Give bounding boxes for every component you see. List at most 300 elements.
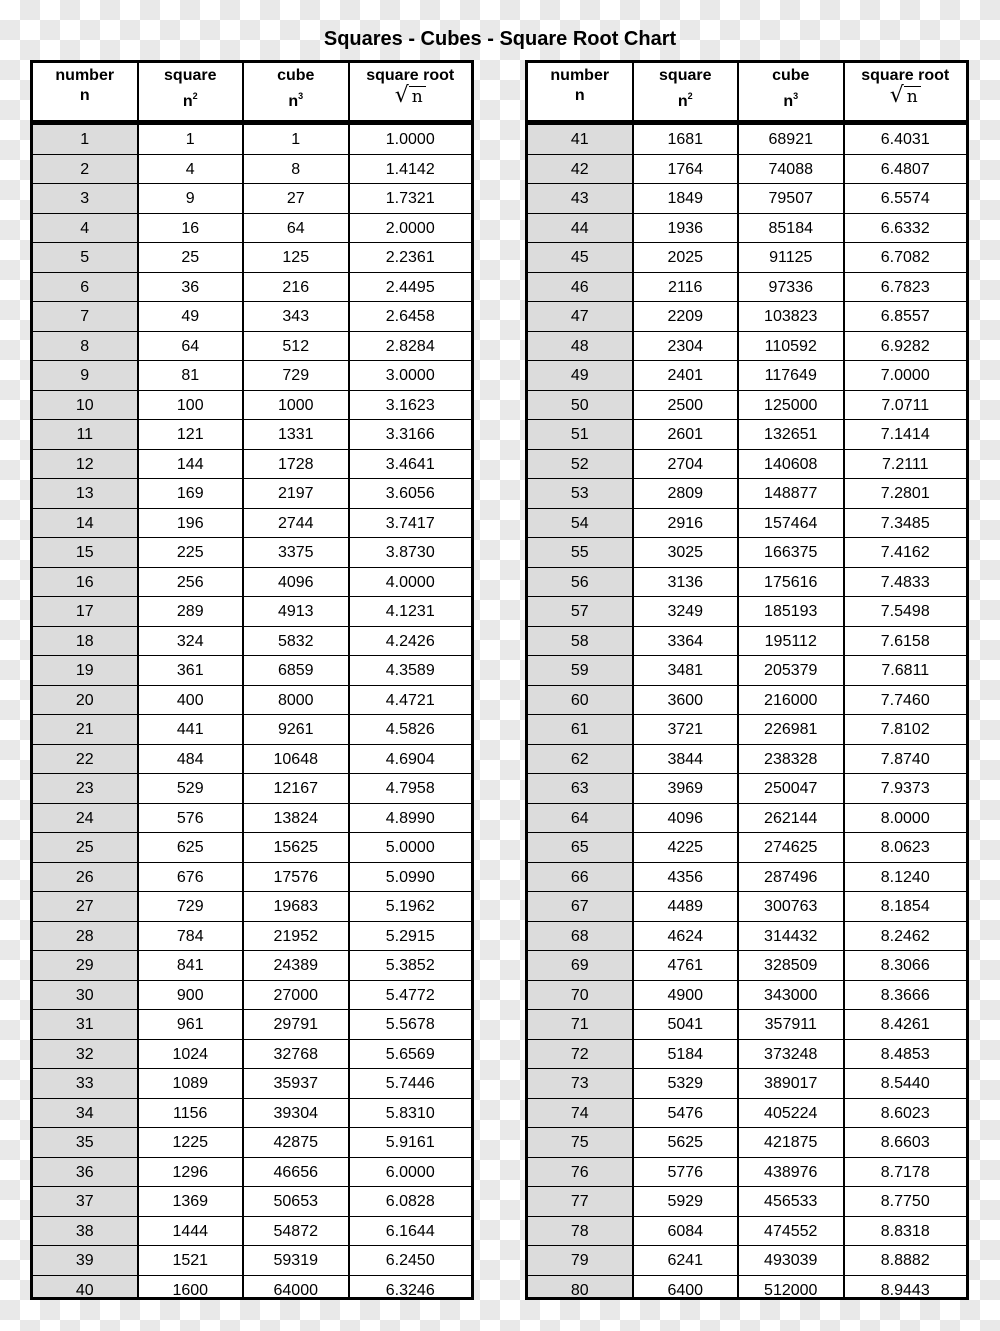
- table-row: [528, 332, 966, 362]
- table-right: [525, 60, 969, 1300]
- cell-square: 2916: [634, 509, 740, 538]
- cell-square: 2209: [634, 302, 740, 331]
- cell-square: 36: [139, 273, 245, 302]
- cell-square: 2401: [634, 361, 740, 390]
- cell-square: 2809: [634, 479, 740, 508]
- cell-cube: 64: [244, 214, 350, 243]
- cell-square: 121: [139, 420, 245, 449]
- cell-cube: 125: [244, 243, 350, 272]
- cell-number: 2: [33, 155, 139, 184]
- cell-number: 56: [528, 568, 634, 597]
- table-row: [33, 1040, 471, 1070]
- table-row: [33, 1099, 471, 1129]
- cell-cube: 5832: [244, 627, 350, 656]
- table-row: [528, 450, 966, 480]
- cell-number: 44: [528, 214, 634, 243]
- table-row: [33, 332, 471, 362]
- cell-cube: 195112: [739, 627, 845, 656]
- cell-square: 5476: [634, 1099, 740, 1128]
- cell-square-root: 7.5498: [845, 597, 967, 626]
- header-number: [33, 63, 139, 120]
- header-square-root-label: square root: [366, 67, 455, 84]
- cell-square-root: 4.6904: [350, 745, 472, 774]
- cell-square: 1521: [139, 1246, 245, 1275]
- cell-cube: 216: [244, 273, 350, 302]
- cell-square-root: 4.5826: [350, 715, 472, 744]
- header-square: [634, 63, 740, 120]
- cell-number: 54: [528, 509, 634, 538]
- cell-cube: 4913: [244, 597, 350, 626]
- cell-square-root: 6.5574: [845, 184, 967, 213]
- table-row: [528, 1276, 966, 1301]
- table-row: [528, 981, 966, 1011]
- cell-cube: 216000: [739, 686, 845, 715]
- table-row: [528, 1158, 966, 1188]
- cell-square: 324: [139, 627, 245, 656]
- cell-square: 900: [139, 981, 245, 1010]
- cell-square-root: 8.6603: [845, 1128, 967, 1157]
- table-row: [528, 538, 966, 568]
- table-row: [33, 597, 471, 627]
- cell-square: 1764: [634, 155, 740, 184]
- cell-square: 3249: [634, 597, 740, 626]
- cell-cube: 32768: [244, 1040, 350, 1069]
- cell-square: 1369: [139, 1187, 245, 1216]
- cell-number: 22: [33, 745, 139, 774]
- cell-square: 1444: [139, 1217, 245, 1246]
- table-row: [528, 656, 966, 686]
- cell-cube: 13824: [244, 804, 350, 833]
- cell-cube: 314432: [739, 922, 845, 951]
- table-row: [528, 627, 966, 657]
- cell-square-root: 8.6023: [845, 1099, 967, 1128]
- cell-cube: 35937: [244, 1069, 350, 1098]
- cell-square: 2025: [634, 243, 740, 272]
- cell-cube: 17576: [244, 863, 350, 892]
- cell-cube: 373248: [739, 1040, 845, 1069]
- cell-cube: 50653: [244, 1187, 350, 1216]
- cell-number: 33: [33, 1069, 139, 1098]
- cell-cube: 140608: [739, 450, 845, 479]
- header-number-label: number: [55, 67, 115, 84]
- cell-square-root: 8.8318: [845, 1217, 967, 1246]
- cell-square-root: 5.0000: [350, 833, 472, 862]
- cell-square-root: 7.4833: [845, 568, 967, 597]
- cell-square-root: 7.3485: [845, 509, 967, 538]
- cell-square-root: 2.6458: [350, 302, 472, 331]
- cell-square: 1089: [139, 1069, 245, 1098]
- table-row: [33, 951, 471, 981]
- cell-square-root: 2.4495: [350, 273, 472, 302]
- header-square-label: square: [659, 67, 712, 84]
- table-row: [33, 1217, 471, 1247]
- cell-cube: 512000: [739, 1276, 845, 1301]
- cell-cube: 274625: [739, 833, 845, 862]
- cell-number: 43: [528, 184, 634, 213]
- cell-number: 47: [528, 302, 634, 331]
- cell-square: 4900: [634, 981, 740, 1010]
- cell-number: 34: [33, 1099, 139, 1128]
- cell-number: 14: [33, 509, 139, 538]
- cell-number: 38: [33, 1217, 139, 1246]
- cell-square-root: 7.7460: [845, 686, 967, 715]
- cell-cube: 148877: [739, 479, 845, 508]
- cell-number: 35: [33, 1128, 139, 1157]
- cell-square: 9: [139, 184, 245, 213]
- table-row: [33, 981, 471, 1011]
- header-square-symbol: $n^2$: [677, 91, 693, 110]
- cell-square: 484: [139, 745, 245, 774]
- table-row: [33, 538, 471, 568]
- cell-cube: 343: [244, 302, 350, 331]
- cell-cube: 103823: [739, 302, 845, 331]
- cell-square-root: 8.8882: [845, 1246, 967, 1275]
- cell-square: 3025: [634, 538, 740, 567]
- cell-number: 46: [528, 273, 634, 302]
- cell-cube: 39304: [244, 1099, 350, 1128]
- cell-cube: 438976: [739, 1158, 845, 1187]
- table-row: [528, 1246, 966, 1276]
- cell-cube: 12167: [244, 774, 350, 803]
- cell-square-root: 7.2801: [845, 479, 967, 508]
- cell-square-root: 6.6332: [845, 214, 967, 243]
- cell-square: 16: [139, 214, 245, 243]
- cell-cube: 117649: [739, 361, 845, 390]
- cell-square-root: 8.4853: [845, 1040, 967, 1069]
- cell-square: 3600: [634, 686, 740, 715]
- cell-square: 5776: [634, 1158, 740, 1187]
- cell-square: 2500: [634, 391, 740, 420]
- cell-square-root: 7.4162: [845, 538, 967, 567]
- cell-cube: 262144: [739, 804, 845, 833]
- table-row: [33, 745, 471, 775]
- cell-number: 60: [528, 686, 634, 715]
- cell-square-root: 6.1644: [350, 1217, 472, 1246]
- cell-square-root: 5.6569: [350, 1040, 472, 1069]
- table-row: [528, 1217, 966, 1247]
- cell-number: 16: [33, 568, 139, 597]
- table-row: [528, 184, 966, 214]
- cell-number: 66: [528, 863, 634, 892]
- cell-cube: 343000: [739, 981, 845, 1010]
- cell-square-root: 5.7446: [350, 1069, 472, 1098]
- cell-cube: 287496: [739, 863, 845, 892]
- cell-square: 3364: [634, 627, 740, 656]
- cell-number: 18: [33, 627, 139, 656]
- table-row: [528, 391, 966, 421]
- cell-number: 9: [33, 361, 139, 390]
- cell-square: 529: [139, 774, 245, 803]
- cell-square: 289: [139, 597, 245, 626]
- cell-square-root: 8.7178: [845, 1158, 967, 1187]
- cell-cube: 1: [244, 125, 350, 154]
- table-row: [33, 922, 471, 952]
- cell-number: 72: [528, 1040, 634, 1069]
- cell-number: 51: [528, 420, 634, 449]
- cell-square-root: 5.4772: [350, 981, 472, 1010]
- table-row: [528, 745, 966, 775]
- cell-square-root: 7.1414: [845, 420, 967, 449]
- cell-square-root: 6.0000: [350, 1158, 472, 1187]
- cell-number: 6: [33, 273, 139, 302]
- cell-square: 1225: [139, 1128, 245, 1157]
- cell-square-root: 3.8730: [350, 538, 472, 567]
- cell-square: 1936: [634, 214, 740, 243]
- table-row: [33, 214, 471, 244]
- cell-cube: 110592: [739, 332, 845, 361]
- cell-cube: 493039: [739, 1246, 845, 1275]
- cell-square-root: 3.6056: [350, 479, 472, 508]
- cell-number: 65: [528, 833, 634, 862]
- table-row: [33, 1276, 471, 1301]
- cell-square: 6084: [634, 1217, 740, 1246]
- cell-square-root: 5.8310: [350, 1099, 472, 1128]
- cell-cube: 59319: [244, 1246, 350, 1275]
- table-row: [33, 686, 471, 716]
- cell-cube: 15625: [244, 833, 350, 862]
- cell-square-root: 6.2450: [350, 1246, 472, 1275]
- cell-cube: 729: [244, 361, 350, 390]
- cell-cube: 185193: [739, 597, 845, 626]
- cell-number: 39: [33, 1246, 139, 1275]
- table-row: [33, 863, 471, 893]
- cell-square-root: 8.5440: [845, 1069, 967, 1098]
- cell-cube: 29791: [244, 1010, 350, 1039]
- cell-cube: 2744: [244, 509, 350, 538]
- cell-cube: 42875: [244, 1128, 350, 1157]
- cell-square-root: 5.1962: [350, 892, 472, 921]
- table-row: [528, 833, 966, 863]
- cell-square: 4489: [634, 892, 740, 921]
- cell-number: 67: [528, 892, 634, 921]
- cell-square-root: 8.0000: [845, 804, 967, 833]
- cell-cube: 68921: [739, 125, 845, 154]
- table-row: [33, 450, 471, 480]
- cell-cube: 421875: [739, 1128, 845, 1157]
- cell-square: 3844: [634, 745, 740, 774]
- cell-number: 57: [528, 597, 634, 626]
- header-square-root: [350, 63, 472, 120]
- header-number-symbol: n: [574, 87, 585, 104]
- square-root-symbol-icon: √ n: [890, 86, 921, 107]
- cell-square: 1156: [139, 1099, 245, 1128]
- cell-square-root: 7.6158: [845, 627, 967, 656]
- cell-cube: 226981: [739, 715, 845, 744]
- cell-cube: 9261: [244, 715, 350, 744]
- cell-square-root: 7.8740: [845, 745, 967, 774]
- table-row: [528, 273, 966, 303]
- cell-cube: 2197: [244, 479, 350, 508]
- cell-square-root: 7.0711: [845, 391, 967, 420]
- table-row: [528, 1128, 966, 1158]
- cell-cube: 54872: [244, 1217, 350, 1246]
- cell-cube: 328509: [739, 951, 845, 980]
- cell-square: 400: [139, 686, 245, 715]
- cell-cube: 4096: [244, 568, 350, 597]
- cell-square: 2116: [634, 273, 740, 302]
- cell-number: 61: [528, 715, 634, 744]
- header-square-label: square: [164, 67, 217, 84]
- cell-cube: 1000: [244, 391, 350, 420]
- cell-square: 5041: [634, 1010, 740, 1039]
- header-square: [139, 63, 245, 120]
- cell-square-root: 3.0000: [350, 361, 472, 390]
- cell-square-root: 2.8284: [350, 332, 472, 361]
- header-square-root-label: square root: [861, 67, 950, 84]
- cell-number: 71: [528, 1010, 634, 1039]
- table-row: [528, 804, 966, 834]
- cell-square: 3969: [634, 774, 740, 803]
- cell-square: 25: [139, 243, 245, 272]
- cell-number: 13: [33, 479, 139, 508]
- cell-square-root: 8.7750: [845, 1187, 967, 1216]
- cell-number: 69: [528, 951, 634, 980]
- cell-square: 5929: [634, 1187, 740, 1216]
- header-number-symbol: n: [79, 87, 90, 104]
- cell-square: 3136: [634, 568, 740, 597]
- cell-square-root: 2.0000: [350, 214, 472, 243]
- cell-number: 3: [33, 184, 139, 213]
- cell-cube: 512: [244, 332, 350, 361]
- table-body: [33, 125, 471, 1300]
- cell-square-root: 6.4807: [845, 155, 967, 184]
- cell-square-root: 6.8557: [845, 302, 967, 331]
- cell-number: 21: [33, 715, 139, 744]
- table-row: [528, 686, 966, 716]
- cell-cube: 74088: [739, 155, 845, 184]
- cell-square: 4: [139, 155, 245, 184]
- cell-cube: 166375: [739, 538, 845, 567]
- square-root-symbol-icon: √ n: [395, 86, 426, 107]
- table-row: [33, 568, 471, 598]
- cell-cube: 8000: [244, 686, 350, 715]
- table-row: [528, 922, 966, 952]
- cell-square-root: 4.3589: [350, 656, 472, 685]
- table-row: [33, 243, 471, 273]
- cell-square: 2601: [634, 420, 740, 449]
- cell-square-root: 3.1623: [350, 391, 472, 420]
- cell-square: 676: [139, 863, 245, 892]
- cell-square-root: 5.3852: [350, 951, 472, 980]
- table-row: [33, 1158, 471, 1188]
- header-cube-label: cube: [772, 67, 810, 84]
- cell-square: 1681: [634, 125, 740, 154]
- cell-cube: 125000: [739, 391, 845, 420]
- cell-square-root: 5.5678: [350, 1010, 472, 1039]
- table-row: [528, 1040, 966, 1070]
- header-number-label: number: [550, 67, 610, 84]
- cell-number: 48: [528, 332, 634, 361]
- table-row: [528, 155, 966, 185]
- cell-square-root: 6.0828: [350, 1187, 472, 1216]
- cell-square: 841: [139, 951, 245, 980]
- cell-number: 8: [33, 332, 139, 361]
- cell-number: 27: [33, 892, 139, 921]
- cell-number: 25: [33, 833, 139, 862]
- cell-number: 11: [33, 420, 139, 449]
- table-row: [528, 1187, 966, 1217]
- cell-square-root: 8.4261: [845, 1010, 967, 1039]
- header-cube-label: cube: [277, 67, 315, 84]
- table-body: [528, 125, 966, 1300]
- cell-square: 1024: [139, 1040, 245, 1069]
- cell-cube: 85184: [739, 214, 845, 243]
- cell-square-root: 7.8102: [845, 715, 967, 744]
- table-row: [33, 715, 471, 745]
- table-row: [528, 1099, 966, 1129]
- table-row: [33, 804, 471, 834]
- cell-square-root: 8.3066: [845, 951, 967, 980]
- table-row: [33, 1128, 471, 1158]
- cell-square-root: 8.9443: [845, 1276, 967, 1301]
- cell-number: 31: [33, 1010, 139, 1039]
- cell-cube: 8: [244, 155, 350, 184]
- table-row: [33, 509, 471, 539]
- cell-number: 10: [33, 391, 139, 420]
- cell-cube: 64000: [244, 1276, 350, 1301]
- table-header: [528, 63, 966, 125]
- table-row: [528, 568, 966, 598]
- cell-square: 4356: [634, 863, 740, 892]
- cell-square: 6400: [634, 1276, 740, 1301]
- cell-square: 2704: [634, 450, 740, 479]
- table-row: [33, 833, 471, 863]
- cell-number: 32: [33, 1040, 139, 1069]
- table-row: [33, 155, 471, 185]
- cell-number: 64: [528, 804, 634, 833]
- cell-cube: 27: [244, 184, 350, 213]
- cell-number: 20: [33, 686, 139, 715]
- cell-cube: 456533: [739, 1187, 845, 1216]
- cell-square: 169: [139, 479, 245, 508]
- table-row: [528, 951, 966, 981]
- cell-square: 576: [139, 804, 245, 833]
- cell-square-root: 4.7958: [350, 774, 472, 803]
- cell-number: 58: [528, 627, 634, 656]
- cell-number: 23: [33, 774, 139, 803]
- table-row: [528, 214, 966, 244]
- cell-cube: 300763: [739, 892, 845, 921]
- table-row: [528, 302, 966, 332]
- cell-number: 45: [528, 243, 634, 272]
- table-row: [528, 509, 966, 539]
- cell-square-root: 7.0000: [845, 361, 967, 390]
- cell-cube: 27000: [244, 981, 350, 1010]
- cell-square: 196: [139, 509, 245, 538]
- cell-number: 80: [528, 1276, 634, 1301]
- cell-square: 441: [139, 715, 245, 744]
- table-row: [528, 125, 966, 155]
- cell-square-root: 5.9161: [350, 1128, 472, 1157]
- cell-cube: 46656: [244, 1158, 350, 1187]
- cell-number: 41: [528, 125, 634, 154]
- cell-number: 19: [33, 656, 139, 685]
- cell-square: 1849: [634, 184, 740, 213]
- cell-square-root: 8.1240: [845, 863, 967, 892]
- table-row: [528, 1069, 966, 1099]
- cell-number: 77: [528, 1187, 634, 1216]
- table-row: [528, 361, 966, 391]
- cell-number: 17: [33, 597, 139, 626]
- cell-number: 73: [528, 1069, 634, 1098]
- cell-square: 5329: [634, 1069, 740, 1098]
- cell-cube: 24389: [244, 951, 350, 980]
- table-row: [33, 1069, 471, 1099]
- cell-square: 625: [139, 833, 245, 862]
- header-square-symbol: $n^2$: [182, 91, 198, 110]
- cell-number: 68: [528, 922, 634, 951]
- table-row: [528, 892, 966, 922]
